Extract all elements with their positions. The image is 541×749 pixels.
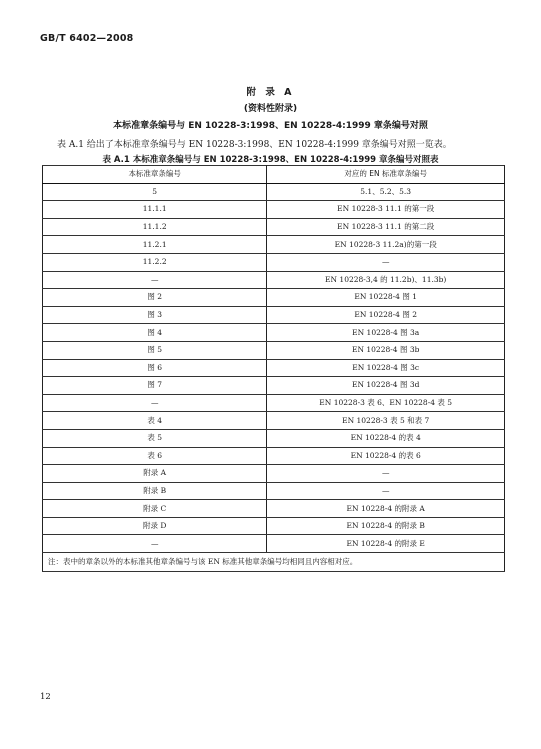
table-row: [43, 412, 505, 430]
cell-this-standard-clause: 图 6: [43, 359, 267, 377]
cell-this-standard-clause: 附录 D: [43, 517, 267, 535]
cell-this-standard-clause: 附录 B: [43, 482, 267, 500]
cell-this-standard-clause: 图 7: [43, 377, 267, 395]
cell-this-standard-clause: —: [43, 271, 267, 289]
annex-title: 附 录 A: [246, 87, 295, 98]
table-row: [43, 447, 505, 465]
cell-en-standard-clause: —: [267, 465, 505, 483]
cell-this-standard-clause: 图 4: [43, 324, 267, 342]
table-row: [43, 289, 505, 307]
table-row: [43, 341, 505, 359]
cell-this-standard-clause: 表 6: [43, 447, 267, 465]
cell-this-standard-clause: 11.1.2: [43, 218, 267, 236]
table-row: [43, 429, 505, 447]
cell-en-standard-clause: EN 10228-3 11.1 的第一段: [267, 201, 505, 219]
table-row: [43, 377, 505, 395]
cell-this-standard-clause: 表 5: [43, 429, 267, 447]
correspondence-table: [42, 165, 505, 572]
table-row: [43, 394, 505, 412]
cell-en-standard-clause: EN 10228-4 的附录 B: [267, 517, 505, 535]
table-row: [43, 465, 505, 483]
column-header-this-standard: 本标准章条编号: [43, 166, 267, 184]
cell-this-standard-clause: —: [43, 535, 267, 553]
cell-en-standard-clause: EN 10228-3 11.1 的第二段: [267, 218, 505, 236]
cell-this-standard-clause: 图 2: [43, 289, 267, 307]
cell-this-standard-clause: —: [43, 394, 267, 412]
table-row: [43, 500, 505, 518]
table-body: [43, 183, 505, 552]
cell-en-standard-clause: EN 10228-3,4 的 11.2b)、11.3b): [267, 271, 505, 289]
cell-en-standard-clause: —: [267, 253, 505, 271]
table-note: 注：表中的章条以外的本标准其他章条编号与该 EN 标准其他章条编号均相同且内容相对应。: [43, 553, 505, 572]
table-row: [43, 201, 505, 219]
table-note-row: [43, 553, 505, 572]
annex-heading: 本标准章条编号与 EN 10228-3:1998、EN 10228-4:1999 章条编号对照: [113, 121, 428, 131]
table-header-row: [43, 166, 505, 184]
table-row: [43, 359, 505, 377]
cell-en-standard-clause: EN 10228-4 图 3c: [267, 359, 505, 377]
table-caption: 表 A.1 本标准章条编号与 EN 10228-3:1998、EN 10228-4:1999 章条编号对照表: [102, 155, 439, 165]
table-row: [43, 253, 505, 271]
table-row: [43, 183, 505, 201]
table-row: [43, 218, 505, 236]
table-row: [43, 306, 505, 324]
cell-en-standard-clause: EN 10228-4 图 2: [267, 306, 505, 324]
table-row: [43, 482, 505, 500]
page-number: 12: [40, 692, 51, 702]
cell-this-standard-clause: 表 4: [43, 412, 267, 430]
cell-en-standard-clause: EN 10228-4 图 3b: [267, 341, 505, 359]
table-row: [43, 535, 505, 553]
cell-this-standard-clause: 附录 A: [43, 465, 267, 483]
cell-en-standard-clause: EN 10228-4 的表 6: [267, 447, 505, 465]
column-header-en-standard: 对应的 EN 标准章条编号: [267, 166, 505, 184]
cell-this-standard-clause: 附录 C: [43, 500, 267, 518]
cell-en-standard-clause: EN 10228-3 11.2a)的第一段: [267, 236, 505, 254]
cell-this-standard-clause: 图 3: [43, 306, 267, 324]
cell-this-standard-clause: 11.2.1: [43, 236, 267, 254]
cell-en-standard-clause: EN 10228-4 的附录 A: [267, 500, 505, 518]
cell-this-standard-clause: 图 5: [43, 341, 267, 359]
cell-this-standard-clause: 11.1.1: [43, 201, 267, 219]
cell-en-standard-clause: EN 10228-4 图 3d: [267, 377, 505, 395]
cell-en-standard-clause: 5.1、5.2、5.3: [267, 183, 505, 201]
cell-en-standard-clause: EN 10228-4 图 3a: [267, 324, 505, 342]
cell-this-standard-clause: 11.2.2: [43, 253, 267, 271]
cell-en-standard-clause: —: [267, 482, 505, 500]
table-row: [43, 271, 505, 289]
cell-en-standard-clause: EN 10228-4 的表 4: [267, 429, 505, 447]
table-row: [43, 324, 505, 342]
cell-en-standard-clause: EN 10228-4 图 1: [267, 289, 505, 307]
table-row: [43, 236, 505, 254]
table-row: [43, 517, 505, 535]
standard-code: GB/T 6402—2008: [40, 33, 134, 44]
annex-type: (资料性附录): [243, 104, 298, 114]
intro-paragraph: 表 A.1 给出了本标准章条编号与 EN 10228-3:1998、EN 10228-4:1999 章条编号对照一览表。: [57, 140, 452, 150]
cell-en-standard-clause: EN 10228-4 的附录 E: [267, 535, 505, 553]
cell-en-standard-clause: EN 10228-3 表 5 和表 7: [267, 412, 505, 430]
cell-this-standard-clause: 5: [43, 183, 267, 201]
cell-en-standard-clause: EN 10228-3 表 6、EN 10228-4 表 5: [267, 394, 505, 412]
